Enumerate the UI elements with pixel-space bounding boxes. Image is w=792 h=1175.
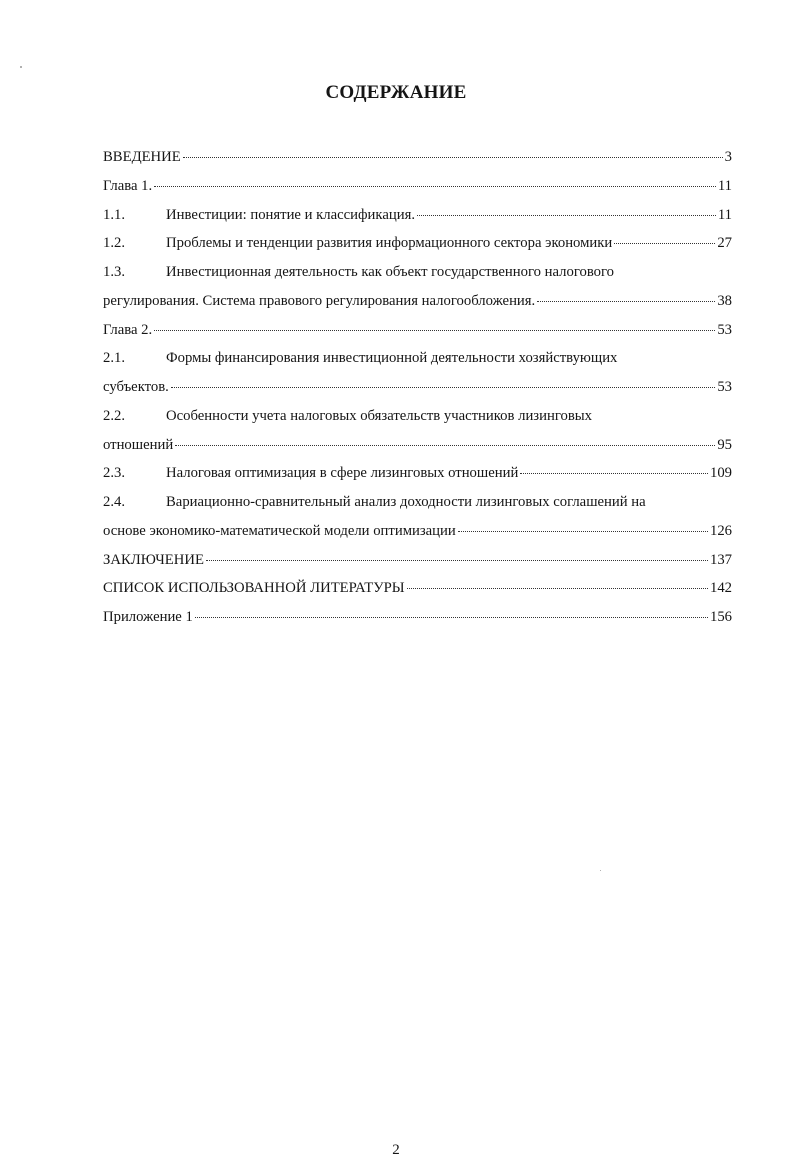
dot-leader [417,215,716,216]
toc-entry-section-2-3[interactable] [103,459,732,488]
toc-entry-introduction[interactable] [103,143,732,172]
toc-entry-text: ЗАКЛЮЧЕНИЕ [103,551,204,568]
toc-entry-page: 142 [709,580,732,597]
toc-entry-page: 95 [717,436,732,453]
toc-entry-text: Глава 1. [103,177,153,194]
toc-entry-section-2-4[interactable] [103,488,732,517]
dot-leader [206,560,708,561]
toc-entry-text: Особенности учета налоговых обязательств участников лизинговых [166,407,592,424]
toc-entry-conclusion[interactable] [103,546,732,575]
toc-entry-text: Вариационно-сравнительный анализ доходности лизинговых соглашений на [166,494,646,510]
toc-entry-number: 2.3. [103,465,126,482]
toc-entry-text: отношений [103,436,174,453]
dot-leader [171,387,715,388]
page-title: СОДЕРЖАНИЕ [325,82,467,103]
toc-entry-section-1-2[interactable] [103,229,732,258]
toc-entry-number: 2.4. [103,494,126,510]
page-number: 2 [392,1142,400,1158]
toc-entry-text: СПИСОК ИСПОЛЬЗОВАННОЙ ЛИТЕРАТУРЫ [103,580,405,597]
toc-entry-number: 1.1. [103,206,126,223]
toc-entry-section-2-1[interactable] [103,344,732,373]
dot-leader [183,157,723,158]
table-of-contents [103,143,732,632]
dot-leader [407,588,708,589]
toc-entry-text: основе экономико-математической модели оптимизации [103,522,456,539]
toc-entry-page: 126 [709,522,732,539]
toc-entry-page: 38 [717,292,732,309]
toc-entry-page: 109 [709,465,732,482]
toc-entry-chapter-2[interactable] [103,316,732,345]
dot-leader [154,330,715,331]
toc-entry-references[interactable] [103,574,732,603]
toc-entry-section-2-2-cont[interactable] [103,431,732,460]
toc-entry-text: регулирования. Система правового регулирования налогообложения. [103,292,536,309]
dot-leader [175,445,715,446]
toc-entry-page: 53 [717,321,732,338]
toc-entry-section-2-2[interactable] [103,402,732,431]
toc-entry-text: Глава 2. [103,321,153,338]
toc-entry-appendix-1[interactable] [103,603,732,632]
toc-entry-section-1-3[interactable] [103,258,732,287]
toc-entry-text: Инвестиции: понятие и классификация. [166,206,415,223]
toc-entry-section-2-1-cont[interactable] [103,373,732,402]
toc-entry-section-1-3-cont[interactable] [103,287,732,316]
dot-leader [614,243,715,244]
toc-entry-text: субъектов. [103,379,169,395]
dot-leader [154,186,716,187]
dot-leader [195,617,708,618]
toc-entry-section-2-4-cont[interactable] [103,517,732,546]
dot-leader [537,301,715,302]
toc-entry-page: 27 [717,235,732,252]
toc-entry-number: 1.2. [103,235,126,252]
toc-entry-number: 1.3. [103,264,126,280]
toc-entry-chapter-1[interactable] [103,172,732,201]
toc-entry-page: 11 [717,206,732,223]
toc-entry-text: Проблемы и тенденции развития информационного сектора экономики [166,235,613,252]
toc-entry-section-1-1[interactable] [103,201,732,230]
toc-entry-page: 11 [717,177,732,194]
toc-entry-page: 137 [709,551,732,568]
toc-entry-text: Налоговая оптимизация в сфере лизинговых отношений [166,465,519,482]
dot-leader [458,531,708,532]
scan-speck [20,66,22,68]
toc-entry-text: Приложение 1 [103,609,193,625]
toc-entry-number: 2.2. [103,407,126,424]
toc-entry-page: 3 [724,149,732,165]
toc-entry-page: 53 [717,379,732,395]
toc-entry-text: Инвестиционная деятельность как объект государственного налогового [166,264,615,280]
dot-leader [520,473,708,474]
toc-entry-text: ВВЕДЕНИЕ [103,149,181,165]
toc-entry-text: Формы финансирования инвестиционной деятельности хозяйствующих [166,350,618,367]
toc-entry-page: 156 [709,609,732,625]
toc-entry-number: 2.1. [103,350,126,367]
scan-speck [600,870,601,871]
